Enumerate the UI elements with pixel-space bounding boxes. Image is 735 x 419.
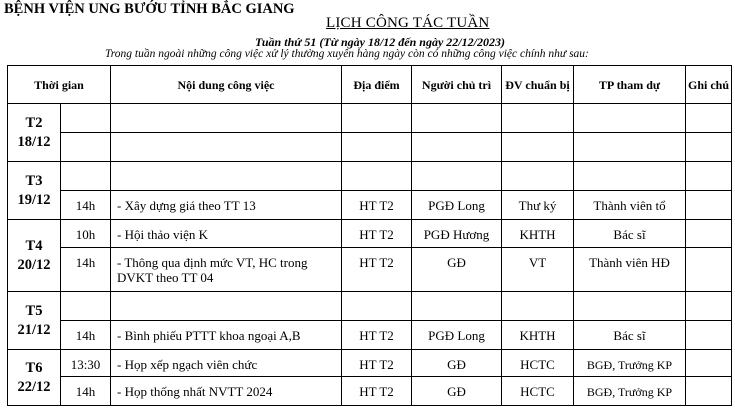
table-row — [8, 377, 732, 406]
location-cell — [342, 104, 412, 133]
notes-cell — [686, 321, 732, 350]
schedule-title: LỊCH CÔNG TÁC TUẦN — [326, 15, 490, 31]
content-cell — [111, 292, 342, 321]
content-cell — [111, 104, 342, 133]
week-range: Tuần thứ 51 (Từ ngày 18/12 đến ngày 22/12/2023) — [255, 35, 505, 49]
day-label: T3 — [25, 172, 43, 189]
notes-cell — [686, 377, 732, 406]
attendees-cell — [574, 162, 686, 191]
time-cell — [61, 104, 111, 133]
notes-cell — [686, 292, 732, 321]
schedule-note: Trong tuần ngoài những công việc xử lý thường xuyên hàng ngày còn có những công việc chính như sau: — [105, 48, 589, 60]
content-cell: - Hội thảo viện K — [111, 220, 342, 248]
day-label: T5 — [25, 302, 43, 319]
location-cell: HT T2 — [342, 350, 412, 377]
host-cell: PGĐ Long — [412, 191, 502, 220]
attendees-cell — [574, 133, 686, 162]
prep-cell: HCTC — [502, 377, 574, 406]
table-row — [8, 220, 732, 248]
notes-cell — [686, 104, 732, 133]
col-header-attendees: TP tham dự — [574, 66, 686, 104]
time-cell — [61, 292, 111, 321]
host-cell: PGĐ Hương — [412, 220, 502, 248]
attendees-cell: Bác sĩ — [574, 220, 686, 248]
content-cell — [111, 133, 342, 162]
time-cell — [61, 162, 111, 191]
col-header-time: Thời gian — [8, 66, 111, 104]
host-cell: PGĐ Long — [412, 321, 502, 350]
content-cell — [111, 162, 342, 191]
host-cell: GĐ — [412, 350, 502, 377]
attendees-cell: Thành viên HĐ — [574, 248, 686, 292]
host-cell: GĐ — [412, 377, 502, 406]
location-cell: HT T2 — [342, 191, 412, 220]
time-cell — [61, 133, 111, 162]
notes-cell — [686, 248, 732, 292]
attendees-cell: BGĐ, Trưởng KP — [574, 377, 686, 406]
notes-cell — [686, 162, 732, 191]
notes-cell — [686, 350, 732, 377]
content-cell: - Xây dựng giá theo TT 13 — [111, 191, 342, 220]
time-cell: 10h — [61, 220, 111, 248]
attendees-cell — [574, 292, 686, 321]
location-cell: HT T2 — [342, 321, 412, 350]
location-cell: HT T2 — [342, 220, 412, 248]
prep-cell: KHTH — [502, 321, 574, 350]
col-header-prep: ĐV chuẩn bị — [502, 66, 574, 104]
table-row — [8, 321, 732, 350]
day-date: 19/12 — [17, 191, 51, 208]
prep-cell — [502, 104, 574, 133]
day-label: T2 — [25, 114, 43, 131]
attendees-cell: BGĐ, Trưởng KP — [574, 350, 686, 377]
table-row — [8, 191, 732, 220]
location-cell: HT T2 — [342, 377, 412, 406]
table-row — [8, 133, 732, 162]
table-row — [8, 350, 732, 377]
content-cell: - Họp xếp ngạch viên chức — [111, 350, 342, 377]
time-cell: 13:30 — [61, 350, 111, 377]
content-cell: - Thông qua định mức VT, HC trong DVKT theo TT 04 — [111, 248, 342, 292]
col-header-host: Người chủ trì — [412, 66, 502, 104]
day-cell-t3 — [8, 162, 61, 220]
col-header-notes: Ghi chú — [686, 66, 732, 104]
day-date: 18/12 — [17, 133, 51, 150]
day-date: 21/12 — [17, 321, 51, 338]
host-cell — [412, 133, 502, 162]
attendees-cell: Thành viên tổ — [574, 191, 686, 220]
time-cell: 14h — [61, 248, 111, 292]
table-row — [8, 162, 732, 191]
time-cell: 14h — [61, 191, 111, 220]
content-cell: - Bình phiếu PTTT khoa ngoại A,B — [111, 321, 342, 350]
notes-cell — [686, 191, 732, 220]
prep-cell — [502, 133, 574, 162]
hospital-name: BỆNH VIỆN UNG BƯỚU TỈNH BẮC GIANG — [4, 1, 295, 17]
prep-cell — [502, 162, 574, 191]
header-row — [8, 66, 732, 104]
day-date: 20/12 — [17, 256, 51, 273]
content-cell: - Họp thống nhất NVTT 2024 — [111, 377, 342, 406]
col-header-location: Địa điểm — [342, 66, 412, 104]
table-row — [8, 292, 732, 321]
prep-cell: KHTH — [502, 220, 574, 248]
host-cell — [412, 292, 502, 321]
prep-cell: Thư ký — [502, 191, 574, 220]
day-date: 22/12 — [17, 378, 51, 395]
host-cell: GĐ — [412, 248, 502, 292]
day-label: T4 — [25, 237, 43, 254]
table-row — [8, 248, 732, 292]
attendees-cell — [574, 104, 686, 133]
notes-cell — [686, 220, 732, 248]
day-cell-t4 — [8, 220, 61, 292]
prep-cell: VT — [502, 248, 574, 292]
location-cell — [342, 292, 412, 321]
col-header-content: Nội dung công việc — [111, 66, 342, 104]
location-cell — [342, 133, 412, 162]
schedule-table — [7, 65, 732, 406]
time-cell: 14h — [61, 321, 111, 350]
host-cell — [412, 104, 502, 133]
day-label: T6 — [25, 359, 43, 376]
location-cell — [342, 162, 412, 191]
day-cell-t2 — [8, 104, 61, 162]
host-cell — [412, 162, 502, 191]
prep-cell: HCTC — [502, 350, 574, 377]
notes-cell — [686, 133, 732, 162]
table-row — [8, 104, 732, 133]
time-cell: 14h — [61, 377, 111, 406]
location-cell: HT T2 — [342, 248, 412, 292]
day-cell-t5 — [8, 292, 61, 350]
prep-cell — [502, 292, 574, 321]
attendees-cell: Bác sĩ — [574, 321, 686, 350]
day-cell-t6 — [8, 350, 61, 406]
